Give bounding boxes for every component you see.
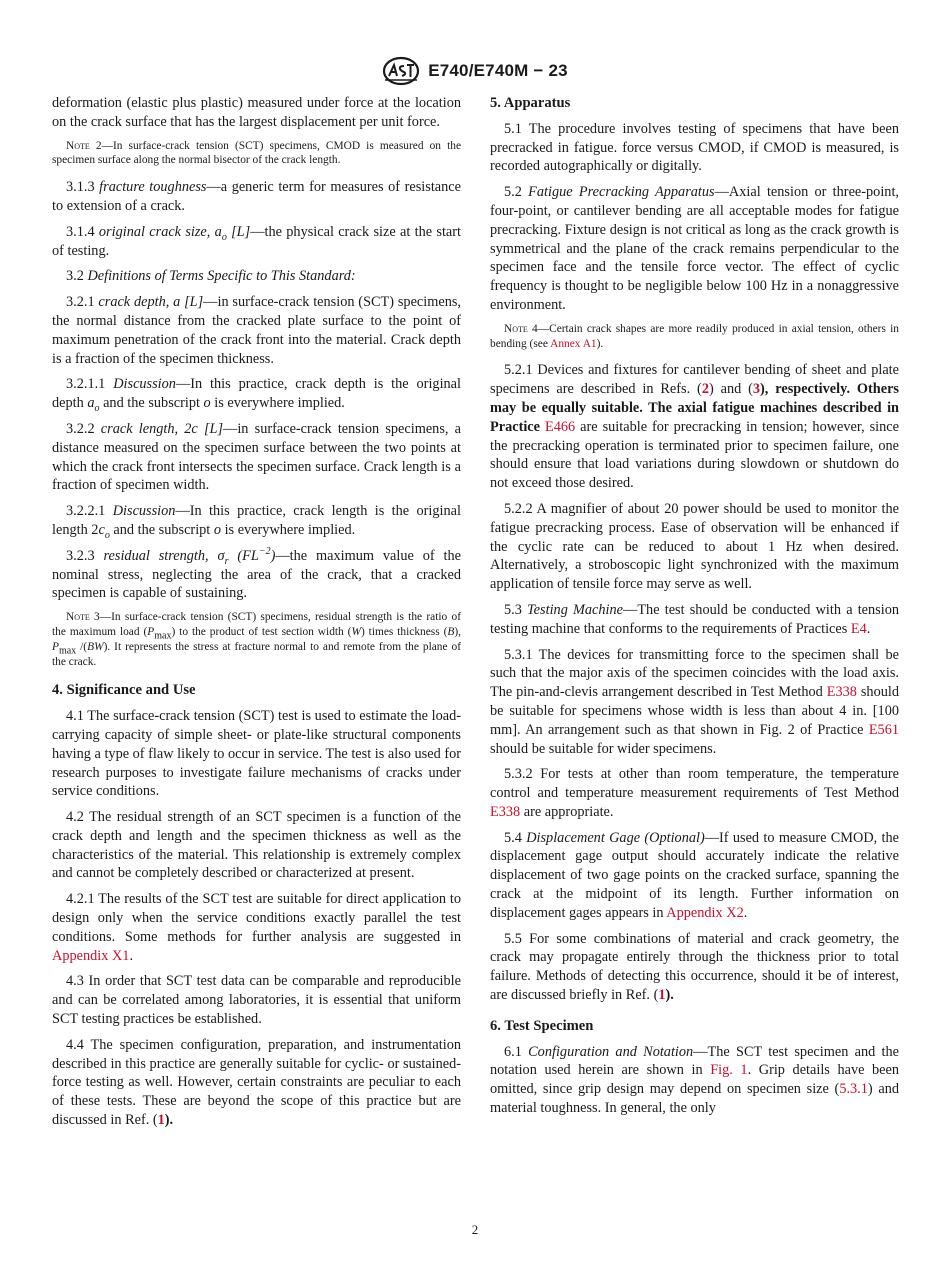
note-4: Note 4—Certain crack shapes are more readily produced in axial tension, others in bending (see Annex A1).	[490, 322, 899, 350]
appendix-x2-link[interactable]: Appendix X2	[666, 904, 744, 921]
section-4-heading: 4. Significance and Use	[52, 682, 196, 699]
paragraph-4-3: 4.3 In order that SCT test data can be comparable and reproducible and can be correlated among laboratories, it is essential that uniform SCT testing practices be established.	[52, 973, 461, 1028]
ref-1-link[interactable]: 1	[157, 1112, 165, 1129]
discussion-3-2-1-1: 3.2.1.1 Discussion—In this practice, crack depth is the original depth $a_o$ and the subscript o is everywhere implied.	[52, 376, 462, 415]
ref-1-link-2[interactable]: 1	[658, 987, 666, 1004]
definition-3-1-3: 3.1.3 fracture toughness—a generic term for measures of resistance to extension of a crack.	[52, 179, 461, 214]
ref-3-link[interactable]: 3	[752, 381, 761, 398]
e338-link-2[interactable]: E338	[490, 803, 521, 820]
paragraph-5-2: 5.2 Fatigue Precracking Apparatus—Axial tension or three-point, four-point, or cantilever bending are all acceptable modes for fatigue precracking. Fixture design is not critical as long as the crack growth is symmetrical and the plane of the crack remains perpendicular to the specimen face and the tensile force vector. The effect of cyclic frequency is thought to be negligible below 100 Hz in a nonaggressive environment.	[490, 184, 899, 313]
note-2: Note 2—In surface-crack tension (SCT) specimens, CMOD is measured on the specimen surface along the normal bisector of the crack length.	[52, 139, 461, 167]
definition-3-2-2: 3.2.2 crack length, 2c [L]—in surface-crack tension specimens, a distance measured on the specimen surface between the two points at which the crack front intersects the specimen surface. Crack length is a fraction of specimen width.	[52, 420, 461, 494]
intro-paragraph: deformation (elastic plus plastic) measured under force at the location on the crack surface that has the largest displacement per unit force.	[52, 95, 461, 130]
paragraph-6-1: 6.1 Configuration and Notation—The SCT test specimen and the notation used herein are shown in Fig. 1. Grip details have been omitted, since grip design may depend on specimen size (5.3.1) and material toughness. In general, the only	[490, 1043, 900, 1117]
definition-3-2-1: 3.2.1 crack depth, a [L]—in surface-crack tension (SCT) specimens, the normal distance from the cracked plate surface to the point of maximum penetration of the crack front into the material. Crack depth is a fraction of the specimen thickness.	[52, 294, 461, 367]
paragraph-4-4: 4.4 The specimen configuration, preparation, and instrumentation described in this practice are generally suitable for cyclic- or sustained-force testing as well. However, certain constraints are peculiar to each of these tests. These are beyond the scope of this practice but are discussed in Ref. (1).	[52, 1036, 461, 1129]
document-designation: E740/E740M − 23	[428, 61, 568, 80]
section-5-heading: 5. Apparatus	[490, 95, 571, 111]
left-column	[52, 94, 461, 1137]
annex-a1-link[interactable]: Annex A1	[550, 337, 597, 350]
paragraph-5-3: 5.3 Testing Machine—The test should be conducted with a tension testing machine that conforms to the requirements of Practices E4.	[490, 601, 899, 637]
astm-logo-icon	[382, 56, 420, 86]
definition-3-2-3: 3.2.3 residual strength, $\sigma_r$ $(FL^{-2})—the$ maximum value of the nominal stress, neglecting the area of the crack, that a cracked specimen is capable of sustaining.	[52, 545, 461, 602]
paragraph-5-2-2: 5.2.2 A magnifier of about 20 power should be used to monitor the fatigue precracking process. Ease of observation will be enhanced if the cyclic rate can be reduced to about 1 Hz when desired. Alternatively, a stroboscopic light synchronized with the maximum application of tensile force may serve as well.	[490, 500, 899, 593]
paragraph-4-2-1: 4.2.1 The results of the SCT test are suitable for direct application to design only when the service conditions exactly parallel the test conditions. Some methods for further analysis are suggested in Appendix X1.	[52, 891, 461, 964]
note-3: Note 3—In surface-crack tension (SCT) specimens, residual strength is the ratio of the maximum load $(P_{max})$ to the product of test section width (W) times thickness (B), $P_{max}$ /(BW). It represents the stress at fracture normal to and remote from the plane of the crack.	[52, 611, 461, 668]
e466-link[interactable]: E466	[544, 418, 576, 435]
e338-link[interactable]: E338	[826, 684, 857, 701]
paragraph-4-2: 4.2 The residual strength of an SCT specimen is a function of the crack depth and length and the specimen thickness as well as the characteristics of the material. This relationship is extremely complex and cannot be completely described or characterized at present.	[52, 809, 461, 882]
section-5-3-1-link[interactable]: 5.3.1	[839, 1081, 868, 1098]
page-number: 2	[471, 1222, 479, 1237]
definition-3-1-4: 3.1.4 original crack size, $a_o$ [L]—the physical crack size at the start of testing.	[52, 223, 462, 259]
paragraph-4-1: 4.1 The surface-crack tension (SCT) test is used to estimate the load-carrying capacity of simple sheet- or plate-like structural components having a type of flaw likely to occur in service. The test is also used for research purposes to investigate failure mechanisms of cracks under service conditions.	[52, 708, 461, 800]
fig-1-link[interactable]: Fig. 1	[710, 1062, 748, 1079]
paragraph-5-2-1: 5.2.1 Devices and fixtures for cantilever bending of sheet and plate specimens are described in Refs. (2) and (3), respectively. Others may be equally suitable. The axial fatigue machines described in Practice E466 are suitable for precracking in tension; however, since the precracking operation is terminated prior to specimen failure, one should ensure that load variations during slowdown or shutdown do not exceed those desired.	[490, 362, 899, 492]
right-column	[490, 94, 899, 1125]
page-header	[0, 56, 950, 86]
discussion-3-2-2-1: 3.2.2.1 Discussion—In this practice, crack length is the original length $2c_o$ and the subscript o is everywhere implied.	[52, 503, 461, 541]
paragraph-5-3-2: 5.3.2 For tests at other than room temperature, the temperature control and temperature measurement requirements of Test Method E338 are appropriate.	[490, 766, 899, 820]
appendix-x1-link[interactable]: Appendix X1	[52, 947, 130, 964]
ref-2-link[interactable]: 2	[701, 381, 709, 398]
e561-link[interactable]: E561	[868, 721, 899, 738]
paragraph-5-3-1: 5.3.1 The devices for transmitting force to the specimen shall be such that the major axis of the specimen coincides with the load axis. The pin-and-clevis arrangement described in Test Method E338 should be suitable for specimens whose width is less than about 4 in. [100 mm]. An arrangement such as that shown in Fig. 2 of Practice E561 should be suitable for wider specimens.	[490, 646, 899, 757]
paragraph-5-4: 5.4 Displacement Gage (Optional)—If used to measure CMOD, the displacement gage output should accurately indicate the relative displacement of two gage points on the cracked surface, spanning the crack at the midpoint of its length. Further information on displacement gages appears in Appendix X2.	[490, 829, 899, 921]
section-3-2-heading: 3.2 Definitions of Terms Specific to This Standard:	[66, 268, 356, 285]
paragraph-5-5: 5.5 For some combinations of material and crack geometry, the crack may propagate entirely through the thickness prior to total failure. Methods of detecting this occurrence, should it be of interest, are discussed briefly in Ref. (1).	[490, 930, 899, 1004]
section-6-heading: 6. Test Specimen	[490, 1017, 594, 1034]
paragraph-5-1: 5.1 The procedure involves testing of specimens that have been precracked in fatigue. force versus CMOD, if CMOD is measured, is recorded autographically or digitally.	[490, 120, 899, 175]
e4-link[interactable]: E4	[850, 620, 867, 637]
